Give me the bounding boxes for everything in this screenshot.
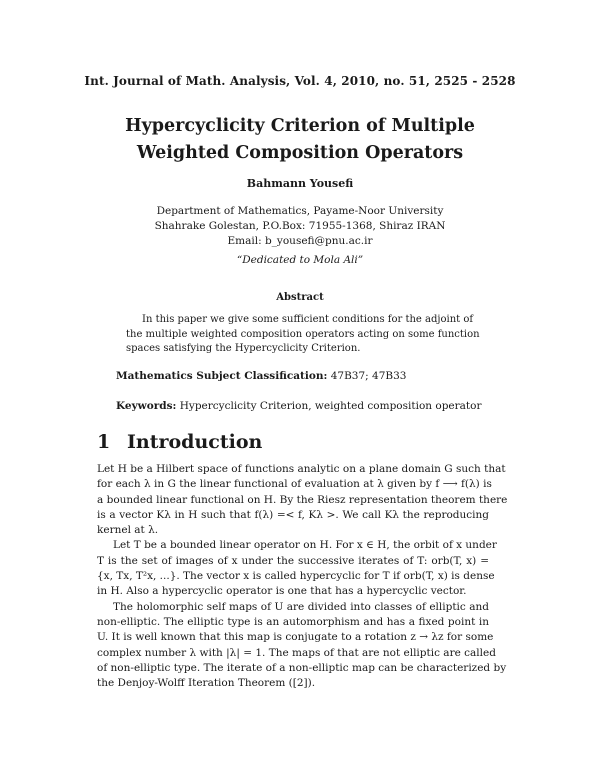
body-line: Let T be a bounded linear operator on H. For x ∈ H, the orbit of x under [113,539,497,552]
affiliation-email: Email: b_yousefi@pnu.ac.ir [227,235,373,247]
body-line: The holomorphic self maps of U are divided into classes of elliptic and [113,600,489,613]
keywords-value: Hypercyclicity Criterion, weighted composition operator [176,400,482,412]
body-line: Let H be a Hilbert space of functions analytic on a plane domain G such that [97,463,506,475]
abstract-text [126,313,480,357]
body-line: the Denjoy-Wolff Iteration Theorem ([2]). [97,677,316,690]
dedication: “Dedicated to Mola Ali” [236,254,364,266]
title-line-2: Weighted Composition Operators [136,143,464,163]
title-line-1: Hypercyclicity Criterion of Multiple [125,116,475,136]
body-line: a bounded linear functional on H. By the Riesz representation theorem there [97,493,508,506]
body-line: is a vector Kλ in H such that f(λ) =< f, Kλ >. We call Kλ the reproducing [97,508,489,521]
abstract-heading: Abstract [276,292,324,303]
keywords [116,400,481,412]
affiliation-line-2: Shahrake Golestan, P.O.Box: 71955-1368, Shiraz IRAN [154,220,446,232]
affiliation [0,204,600,249]
body-line: U. It is well known that this map is conjugate to a rotation z → λz for some [97,631,494,644]
body-line: of non-elliptic type. The iterate of a non-elliptic map can be characterized by [97,661,507,674]
paper-title [0,113,600,167]
body-line: for each λ in G the linear functional of evaluation at λ given by f ⟶ f(λ) is [97,478,492,491]
affiliation-line-1: Department of Mathematics, Payame-Noor University [156,205,444,217]
body-line: T is the set of images of x under the successive iterates of T: orb(T, x) = [97,554,489,567]
abstract-line: spaces satisfying the Hypercyclicity Criterion. [126,343,361,354]
section-title: Introduction [127,431,263,453]
body-line: in H. Also a hypercyclic operator is one that has a hypercyclic vector. [97,585,467,598]
body-text [97,462,508,691]
msc-value: 47B37; 47B33 [327,370,407,382]
body-line: {x, Tx, T²x, ...}. The vector x is called hypercyclic for T if orb(T, x) is dense [97,570,495,583]
author-name: Bahmann Yousefi [246,177,354,190]
journal-header: Int. Journal of Math. Analysis, Vol. 4, 2010, no. 51, 2525 - 2528 [84,74,516,88]
keywords-label: Keywords: [116,400,177,412]
body-line: kernel at λ. [97,524,159,537]
section-number: 1 [97,431,111,453]
msc-label: Mathematics Subject Classification: [116,370,328,382]
abstract-line: In this paper we give some sufficient conditions for the adjoint of [142,314,474,325]
body-line: complex number λ with |λ| = 1. The maps of that are not elliptic are called [97,646,496,659]
body-line: non-elliptic. The elliptic type is an automorphism and has a fixed point in [97,615,489,628]
abstract-line: the multiple weighted composition operators acting on some function [126,328,480,340]
msc-classification [116,370,406,382]
section-heading [97,431,262,453]
